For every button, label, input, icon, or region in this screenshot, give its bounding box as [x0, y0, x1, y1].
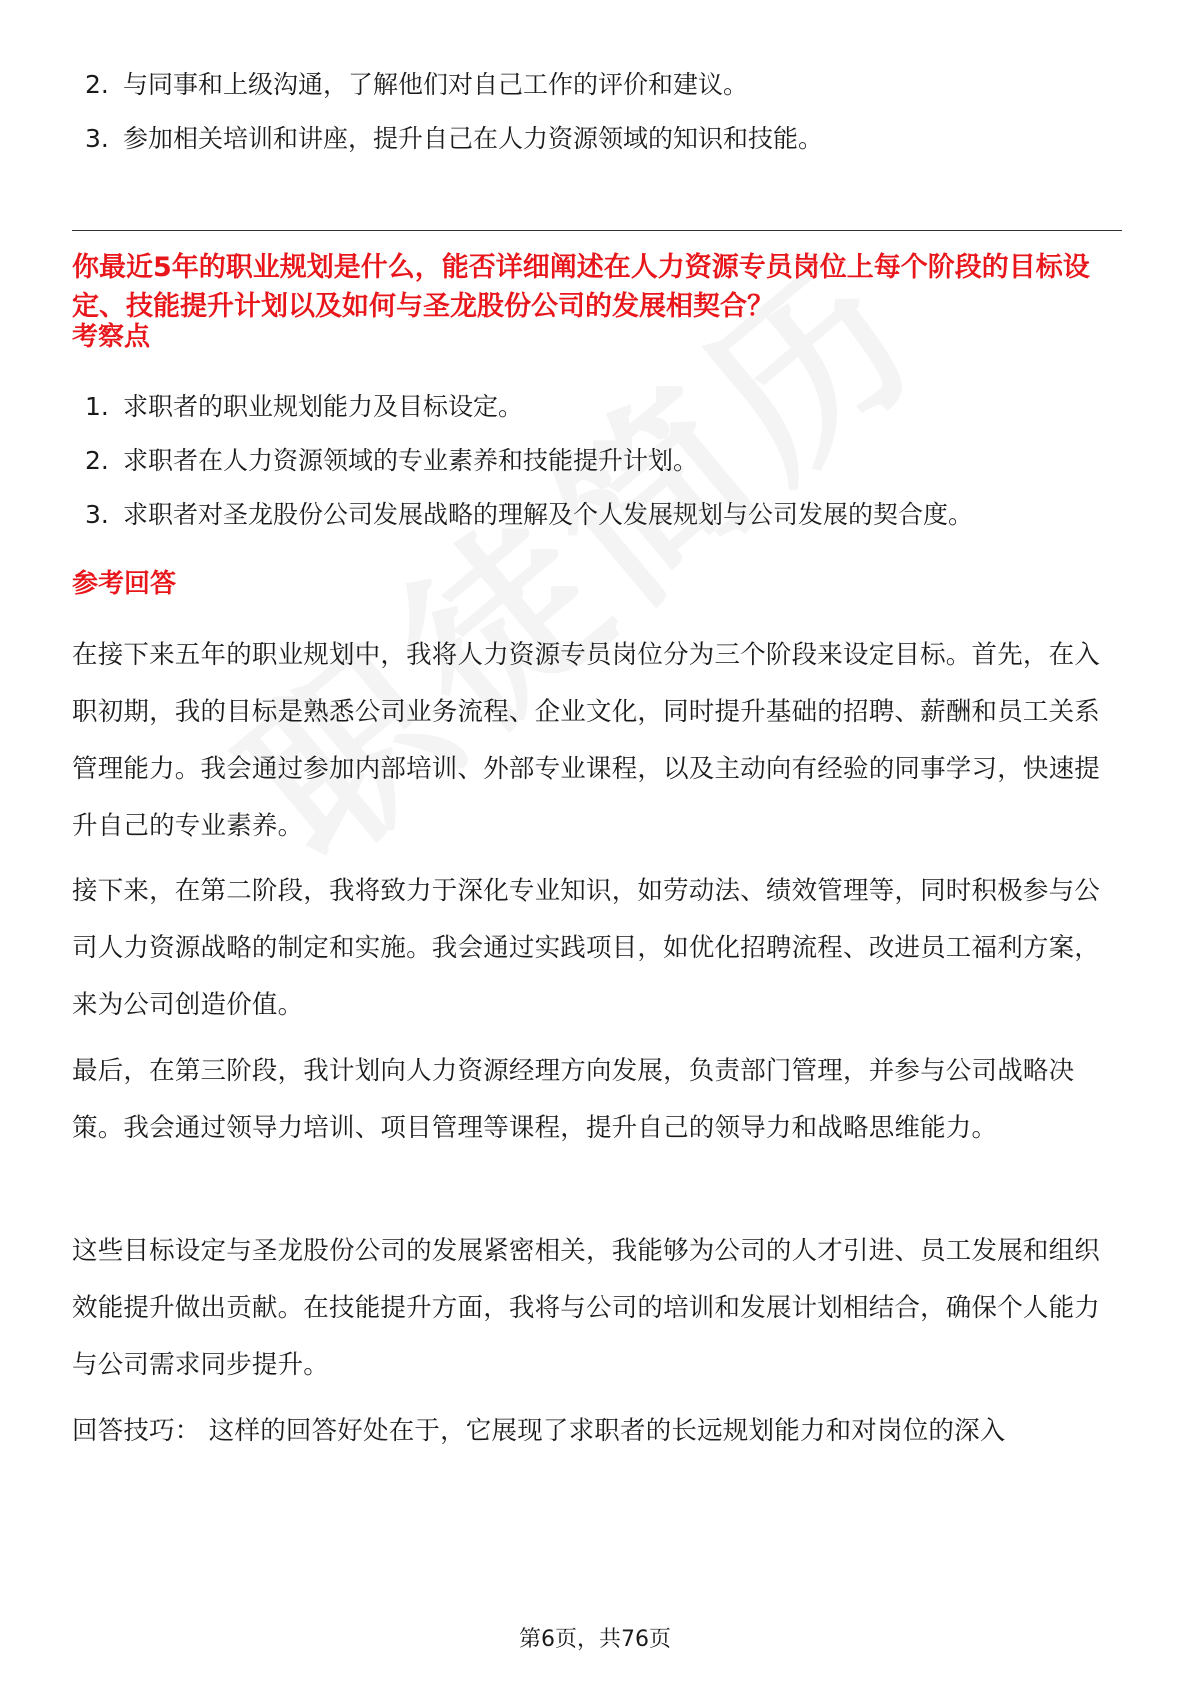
list-item: [85, 122, 823, 156]
answer-title: 参考回答: [72, 569, 177, 599]
answer-paragraph: 最后，在第三阶段，我计划向人力资源经理方向发展，负责部门管理，并参与公司战略决策。我会通过领导力培训、项目管理等课程，提升自己的领导力和战略思维能力。: [72, 1056, 1075, 1143]
list-item: [85, 68, 748, 102]
section-divider: [72, 230, 1122, 231]
list-item: [85, 390, 523, 424]
answer-paragraph: 这些目标设定与圣龙股份公司的发展紧密相关，我能够为公司的人才引进、员工发展和组织效能提升做出贡献。在技能提升方面，我将与公司的培训和发展计划相结合，确保个人能力与公司需求同步提升。: [72, 1236, 1101, 1380]
list-number: 2.: [85, 446, 109, 475]
examine-title: 考察点: [72, 322, 151, 352]
list-number: 3.: [85, 124, 109, 153]
page-footer: 第6页，共76页: [519, 1627, 671, 1652]
list-number: 1.: [85, 392, 109, 421]
list-text: 求职者对圣龙股份公司发展战略的理解及个人发展规划与公司发展的契合度。: [123, 500, 974, 529]
list-text: 求职者在人力资源领域的专业素养和技能提升计划。: [123, 446, 699, 475]
question-heading: 你最近5年的职业规划是什么，能否详细阐述在人力资源专员岗位上每个阶段的目标设定、技能提升计划以及如何与圣龙股份公司的发展相契合？: [72, 252, 1090, 322]
list-text: 求职者的职业规划能力及目标设定。: [123, 392, 524, 421]
list-item: [85, 444, 698, 478]
answer-tip: 回答技巧： 这样的回答好处在于，它展现了求职者的长远规划能力和对岗位的深入: [72, 1416, 1006, 1446]
list-number: 2.: [85, 70, 109, 99]
answer-paragraph: 接下来，在第二阶段，我将致力于深化专业知识，如劳动法、绩效管理等，同时积极参与公司人力资源战略的制定和实施。我会通过实践项目，如优化招聘流程、改进员工福利方案，来为公司创造价值。: [72, 876, 1101, 1020]
list-text: 参加相关培训和讲座，提升自己在人力资源领域的知识和技能。: [123, 124, 824, 153]
list-number: 3.: [85, 500, 109, 529]
list-item: [85, 498, 973, 532]
list-text: 与同事和上级沟通，了解他们对自己工作的评价和建议。: [123, 70, 749, 99]
answer-paragraph: 在接下来五年的职业规划中，我将人力资源专员岗位分为三个阶段来设定目标。首先，在入职初期，我的目标是熟悉公司业务流程、企业文化，同时提升基础的招聘、薪酬和员工关系管理能力。我会通过参加内部培训、外部专业课程，以及主动向有经验的同事学习，快速提升自己的专业素养。: [72, 640, 1101, 841]
